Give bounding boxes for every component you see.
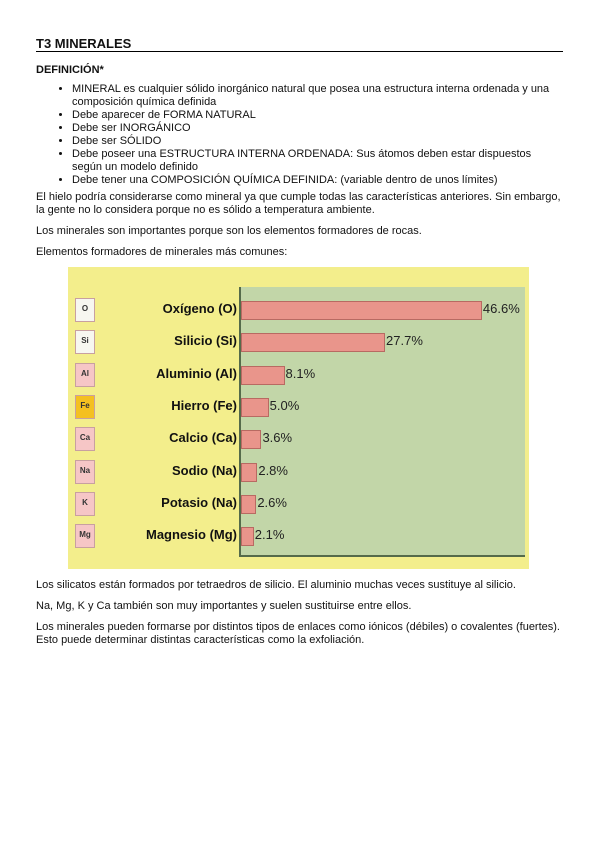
bar	[241, 463, 257, 482]
bar	[241, 301, 482, 320]
element-symbol: O	[81, 304, 89, 313]
bar-value-label: 46.6%	[482, 301, 520, 316]
bar-value-label: 5.0%	[269, 397, 300, 413]
document-page	[36, 36, 563, 647]
chart-row	[68, 524, 529, 546]
page-title: T3 MINERALES	[36, 36, 563, 52]
bar	[241, 366, 285, 385]
chart-row	[68, 427, 529, 449]
category-label: Magnesio (Mg)	[146, 527, 237, 543]
list-item: • Debe ser SÓLIDO	[72, 135, 563, 148]
chart-row	[68, 492, 529, 514]
list-item: • Debe tener una COMPOSICIÓN QUÍMICA DEFINIDA: (variable dentro de unos límites)	[72, 174, 563, 187]
bar-value-label: 2.6%	[257, 494, 287, 510]
category-label: Hierro (Fe)	[171, 397, 237, 413]
bar	[241, 495, 256, 514]
list-item: • MINERAL es cualquier sólido inorgánico natural que posea una estructura interna ordenada y una composición química definida	[72, 83, 563, 109]
bar-value-label: 8.1%	[285, 365, 316, 381]
chart-row	[68, 363, 529, 385]
bar-value-label: 3.6%	[262, 430, 293, 446]
bar	[241, 398, 269, 417]
bar	[241, 527, 254, 546]
element-tile-icon	[75, 298, 95, 322]
category-label: Silicio (Si)	[174, 333, 237, 349]
category-label: Aluminio (Al)	[156, 365, 237, 381]
chart-row	[68, 460, 529, 482]
paragraph-enlaces: Los minerales pueden formarse por distintos tipos de enlaces como iónicos (débiles) o covalentes (fuertes). Esto puede determinar distintas características como la exfoliación.	[36, 621, 560, 646]
bar-value-label: 2.8%	[258, 462, 288, 478]
element-symbol: Na	[79, 465, 91, 475]
element-tile-icon	[75, 363, 95, 387]
bar-value-label: 27.7%	[386, 333, 423, 349]
element-symbol: Mg	[79, 530, 91, 540]
element-tile-icon	[75, 427, 95, 451]
chart-frame	[68, 267, 529, 569]
element-symbol: Si	[81, 336, 89, 346]
bar-value-label: 2.1%	[254, 527, 285, 543]
category-label: Potasio (Na)	[161, 494, 237, 510]
paragraph-elementos: Elementos formadores de minerales más comunes:	[36, 246, 288, 258]
elements-chart	[68, 267, 563, 569]
bar	[241, 430, 261, 449]
definition-list	[36, 83, 563, 187]
chart-row	[68, 395, 529, 417]
element-tile-icon	[75, 492, 95, 516]
list-item: • Debe aparecer de FORMA NATURAL	[72, 109, 563, 122]
bar	[241, 333, 385, 352]
element-symbol: K	[82, 497, 88, 507]
paragraph-na-mg: Na, Mg, K y Ca también son muy importantes y suelen sustituirse entre ellos.	[36, 600, 412, 612]
element-symbol: Fe	[80, 400, 90, 410]
plot-area	[239, 287, 525, 557]
element-tile-icon	[75, 460, 95, 484]
list-item: • Debe ser INORGÁNICO	[72, 122, 563, 135]
chart-row	[68, 330, 529, 352]
category-label: Sodio (Na)	[172, 462, 237, 478]
element-tile-icon	[75, 330, 95, 354]
element-symbol: Ca	[79, 433, 91, 443]
element-symbol: Al	[81, 368, 89, 378]
paragraph-silicatos: Los silicatos están formados por tetraedros de silicio. El aluminio muchas veces sustituye al silicio.	[36, 579, 516, 591]
category-label: Calcio (Ca)	[169, 430, 237, 446]
element-tile-icon	[75, 395, 95, 419]
list-item: • Debe poseer una ESTRUCTURA INTERNA ORDENADA: Sus átomos deben estar dispuestos según un modelo definido	[72, 148, 563, 174]
paragraph-importantes: Los minerales son importantes porque son los elementos formadores de rocas.	[36, 225, 422, 237]
category-label: Oxígeno (O)	[162, 301, 237, 316]
paragraph-hielo: El hielo podría considerarse como mineral ya que cumple todas las características anteriores. Sin embargo, la gente no lo considera porque no es sólido a temperatura ambiente.	[36, 191, 561, 216]
chart-row	[68, 298, 529, 320]
definition-heading: DEFINICIÓN*	[36, 64, 104, 76]
element-tile-icon	[75, 524, 95, 548]
